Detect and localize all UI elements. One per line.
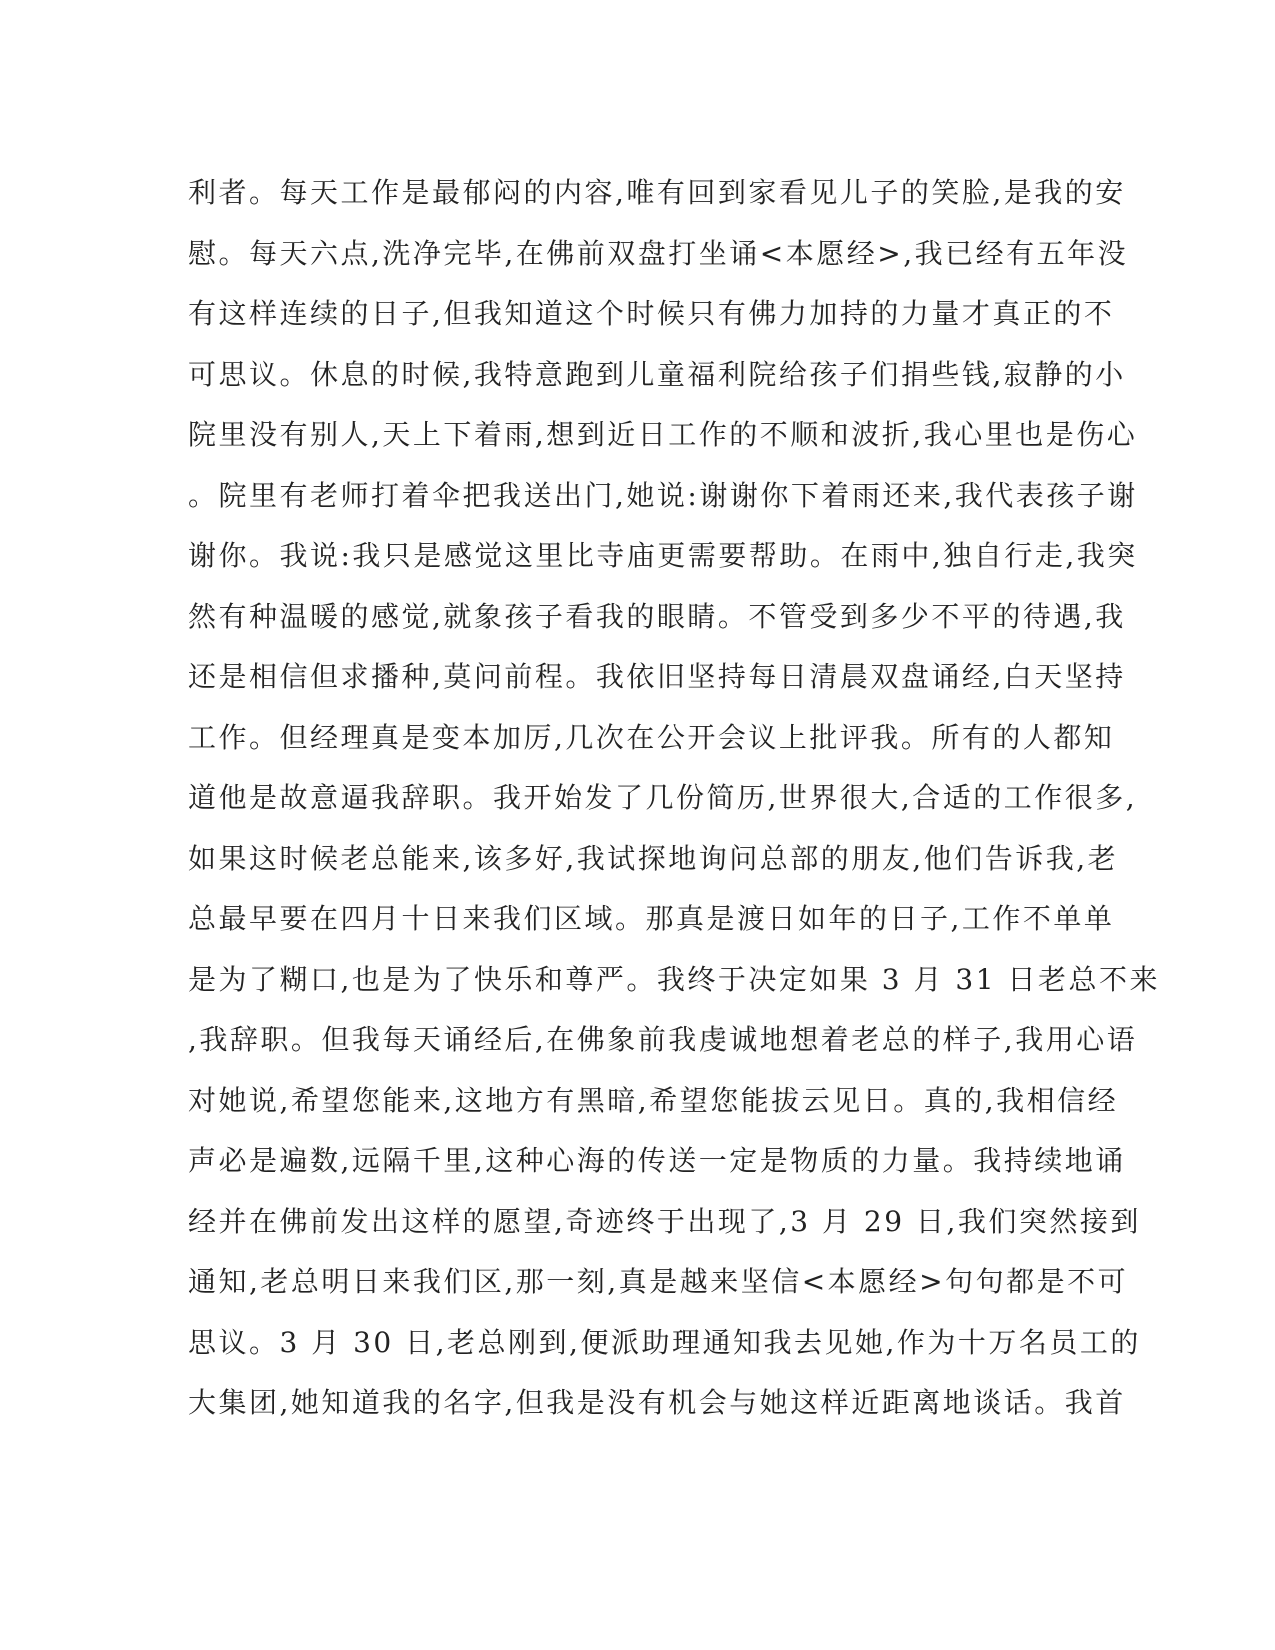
- text-line: 声必是遍数,远隔千里,这种心海的传送一定是物质的力量。我持续地诵: [188, 1144, 1126, 1177]
- text-line: 大集团,她知道我的名字,但我是没有机会与她这样近距离地谈话。我首: [188, 1386, 1126, 1419]
- text-line: 思议。3 月 30 日,老总刚到,便派助理通知我去见她,作为十万名员工的: [188, 1325, 1141, 1359]
- body-text: [188, 163, 1160, 1434]
- text-line: 利者。每天工作是最郁闷的内容,唯有回到家看见儿子的笑脸,是我的安: [188, 176, 1126, 209]
- text-line: 然有种温暖的感觉,就象孩子看我的眼睛。不管受到多少不平的待遇,我: [188, 599, 1126, 633]
- text-line: 工作。但经理真是变本加厉,几次在公开会议上批评我。所有的人都知: [188, 720, 1115, 754]
- text-line: 对她说,希望您能来,这地方有黑暗,希望您能拔云见日。真的,我相信经: [188, 1083, 1119, 1117]
- text-line: 道他是故意逼我辞职。我开始发了几份简历,世界很大,合适的工作很多,: [188, 781, 1138, 814]
- text-line: 是为了糊口,也是为了快乐和尊严。我终于决定如果 3 月 31 日老总不来: [188, 962, 1160, 996]
- text-line: 通知,老总明日来我们区,那一刻,真是越来坚信<本愿经>句句都是不可: [188, 1265, 1129, 1298]
- text-line: 。院里有老师打着伞把我送出门,她说:谢谢你下着雨还来,我代表孩子谢: [188, 478, 1138, 512]
- text-line: 总最早要在四月十日来我们区域。那真是渡日如年的日子,工作不单单: [188, 902, 1115, 935]
- text-line: 有这样连续的日子,但我知道这个时候只有佛力加持的力量才真正的不: [188, 297, 1115, 330]
- text-line: 如果这时候老总能来,该多好,我试探地询问总部的朋友,他们告诉我,老: [188, 841, 1119, 875]
- text-line: 慰。每天六点,洗净完毕,在佛前双盘打坐诵<本愿经>,我已经有五年没: [188, 236, 1129, 270]
- text-line: ,我辞职。但我每天诵经后,在佛象前我虔诚地想着老总的样子,我用心语: [188, 1023, 1138, 1056]
- text-line: 院里没有别人,天上下着雨,想到近日工作的不顺和波折,我心里也是伤心: [188, 418, 1138, 451]
- text-line: 还是相信但求播种,莫问前程。我依旧坚持每日清晨双盘诵经,白天坚持: [188, 660, 1126, 693]
- text-line: 谢你。我说:我只是感觉这里比寺庙更需要帮助。在雨中,独自行走,我突: [188, 539, 1138, 572]
- text-line: 可思议。休息的时候,我特意跑到儿童福利院给孩子们捐些钱,寂静的小: [188, 357, 1126, 391]
- text-line: 经并在佛前发出这样的愿望,奇迹终于出现了,3 月 29 日,我们突然接到: [188, 1204, 1141, 1238]
